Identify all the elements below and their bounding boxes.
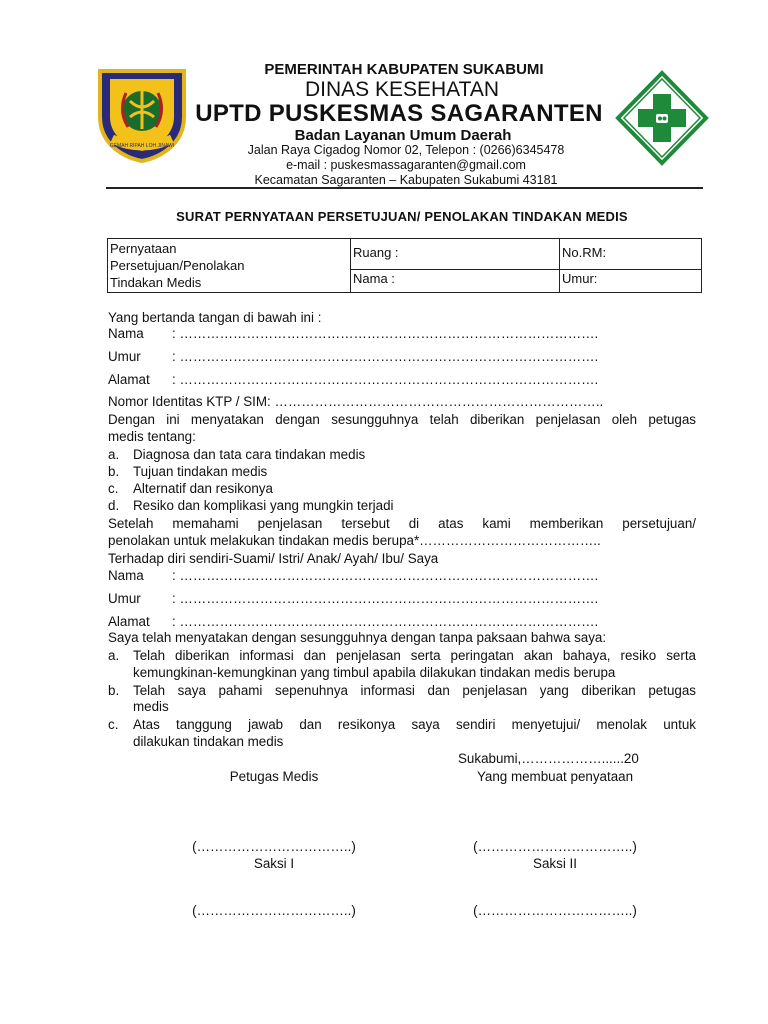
address-field xyxy=(108,372,598,387)
list-text: Diagnosa dan tata cara tindakan medis xyxy=(133,447,366,462)
field-label: Nama xyxy=(108,568,144,583)
list-item xyxy=(108,464,267,479)
witness-2-label: Saksi II xyxy=(533,856,577,871)
statement-type-cell xyxy=(108,239,351,293)
header-district: Kecamatan Sagaranten – Kabupaten Sukabumi 43181 xyxy=(254,173,558,187)
list-marker: c. xyxy=(108,717,119,732)
witness-1-label: Saksi I xyxy=(253,856,295,871)
field-label: Alamat xyxy=(108,614,150,629)
field-label: Umur xyxy=(108,349,141,364)
consent-line: penolakan untuk melakukan tindakan medis berupa*………………………………….. xyxy=(108,533,601,548)
list-item xyxy=(108,481,273,496)
statement-text: Atas tanggung jawab dan resikonya saya sendiri menyetujui/ menolak untuk xyxy=(133,717,696,732)
list-item xyxy=(108,447,365,462)
list-marker: a. xyxy=(108,447,120,462)
field-label: Alamat xyxy=(108,372,150,387)
subject-line: Terhadap diri sendiri-Suami/ Istri/ Anak/ Ayah/ Ibu/ Saya xyxy=(108,551,439,566)
declarant-label: Yang membuat penyataan xyxy=(476,769,634,784)
name-field xyxy=(108,326,598,341)
list-marker: b. xyxy=(108,683,120,698)
place-date: Sukabumi,………………......20 xyxy=(458,751,639,766)
header-government: PEMERINTAH KABUPATEN SUKABUMI xyxy=(264,61,544,78)
rm-number-cell: No.RM: xyxy=(560,239,702,270)
statement-item-a xyxy=(108,648,133,663)
declaration-line: Dengan ini menyatakan dengan sesungguhnya telah diberikan penjelasan oleh petugas xyxy=(108,412,696,427)
patient-age-cell: Umur: xyxy=(560,270,702,293)
fill-line: : …………………………………………………………………………………. xyxy=(172,568,599,583)
list-item xyxy=(108,498,394,513)
medical-officer-label: Petugas Medis xyxy=(229,769,319,784)
fill-line: : …………………………………………………………………………………. xyxy=(172,591,599,606)
svg-text:GEMAH RIPAH LOH JINAWI: GEMAH RIPAH LOH JINAWI xyxy=(109,143,175,149)
info-table xyxy=(107,238,702,293)
list-text: Tujuan tindakan medis xyxy=(133,464,268,479)
name-field-2 xyxy=(108,568,598,583)
fill-line: : …………………………………………………………………………………. xyxy=(172,349,599,364)
list-marker: d. xyxy=(108,498,120,513)
fill-line: : …………………………………………………………………………………. xyxy=(172,614,599,629)
id-number-field: Nomor Identitas KTP / SIM: ……………………………………………………………….. xyxy=(108,394,604,409)
header-status: Badan Layanan Umum Daerah xyxy=(294,127,512,144)
field-label: Umur xyxy=(108,591,141,606)
address-field-2 xyxy=(108,614,598,629)
statement-type-line: Persetujuan/Penolakan xyxy=(110,258,245,273)
age-field xyxy=(108,349,598,364)
statement-item-b xyxy=(108,683,133,698)
list-marker: c. xyxy=(108,481,119,496)
header-address: Jalan Raya Cigadog Nomor 02, Telepon : (0266)6345478 xyxy=(247,143,565,157)
patient-name-cell: Nama : xyxy=(351,270,560,293)
statement-text: kemungkinan-kemungkinan yang timbul apabila dilakukan tindakan medis berupa xyxy=(133,665,616,680)
signature-blank: (……………………………..) xyxy=(192,839,356,854)
age-field-2 xyxy=(108,591,598,606)
fill-line: : …………………………………………………………………………………. xyxy=(172,326,599,341)
header-email: e-mail : puskesmassagaranten@gmail.com xyxy=(286,158,526,172)
signature-blank: (……………………………..) xyxy=(473,903,637,918)
consent-line: Setelah memahami penjelasan tersebut di atas kami memberikan persetujuan/ xyxy=(108,516,696,531)
fill-line: : …………………………………………………………………………………. xyxy=(172,372,599,387)
field-label: Nama xyxy=(108,326,144,341)
statement-item-c xyxy=(108,717,133,732)
intro-text: Yang bertanda tangan di bawah ini : xyxy=(108,310,322,325)
header-institution: UPTD PUSKESMAS SAGARANTEN xyxy=(195,100,603,127)
list-text: Resiko dan komplikasi yang mungkin terjadi xyxy=(133,498,394,513)
statement-text: dilakukan tindakan medis xyxy=(133,734,284,749)
statement-text: Telah saya pahami sepenuhnya informasi dan penjelasan yang diberikan petugas xyxy=(133,683,696,698)
list-marker: a. xyxy=(108,648,120,663)
statement-type-line: Pernyataan xyxy=(110,241,177,256)
list-marker: b. xyxy=(108,464,120,479)
statement-line: Saya telah menyatakan dengan sesungguhnya dengan tanpa paksaan bahwa saya: xyxy=(108,630,607,645)
ruang-cell: Ruang : xyxy=(351,239,560,270)
header-divider xyxy=(106,187,703,189)
statement-text: Telah diberikan informasi dan penjelasan serta peringatan akan bahaya, resiko serta xyxy=(133,648,696,663)
signature-blank: (……………………………..) xyxy=(192,903,356,918)
declaration-line: medis tentang: xyxy=(108,429,196,444)
document-title: SURAT PERNYATAAN PERSETUJUAN/ PENOLAKAN TINDAKAN MEDIS xyxy=(176,209,628,224)
statement-text: medis xyxy=(133,699,169,714)
signature-blank: (……………………………..) xyxy=(473,839,637,854)
header-department: DINAS KESEHATAN xyxy=(304,78,500,101)
list-text: Alternatif dan resikonya xyxy=(133,481,273,496)
statement-type-line: Tindakan Medis xyxy=(110,275,202,290)
